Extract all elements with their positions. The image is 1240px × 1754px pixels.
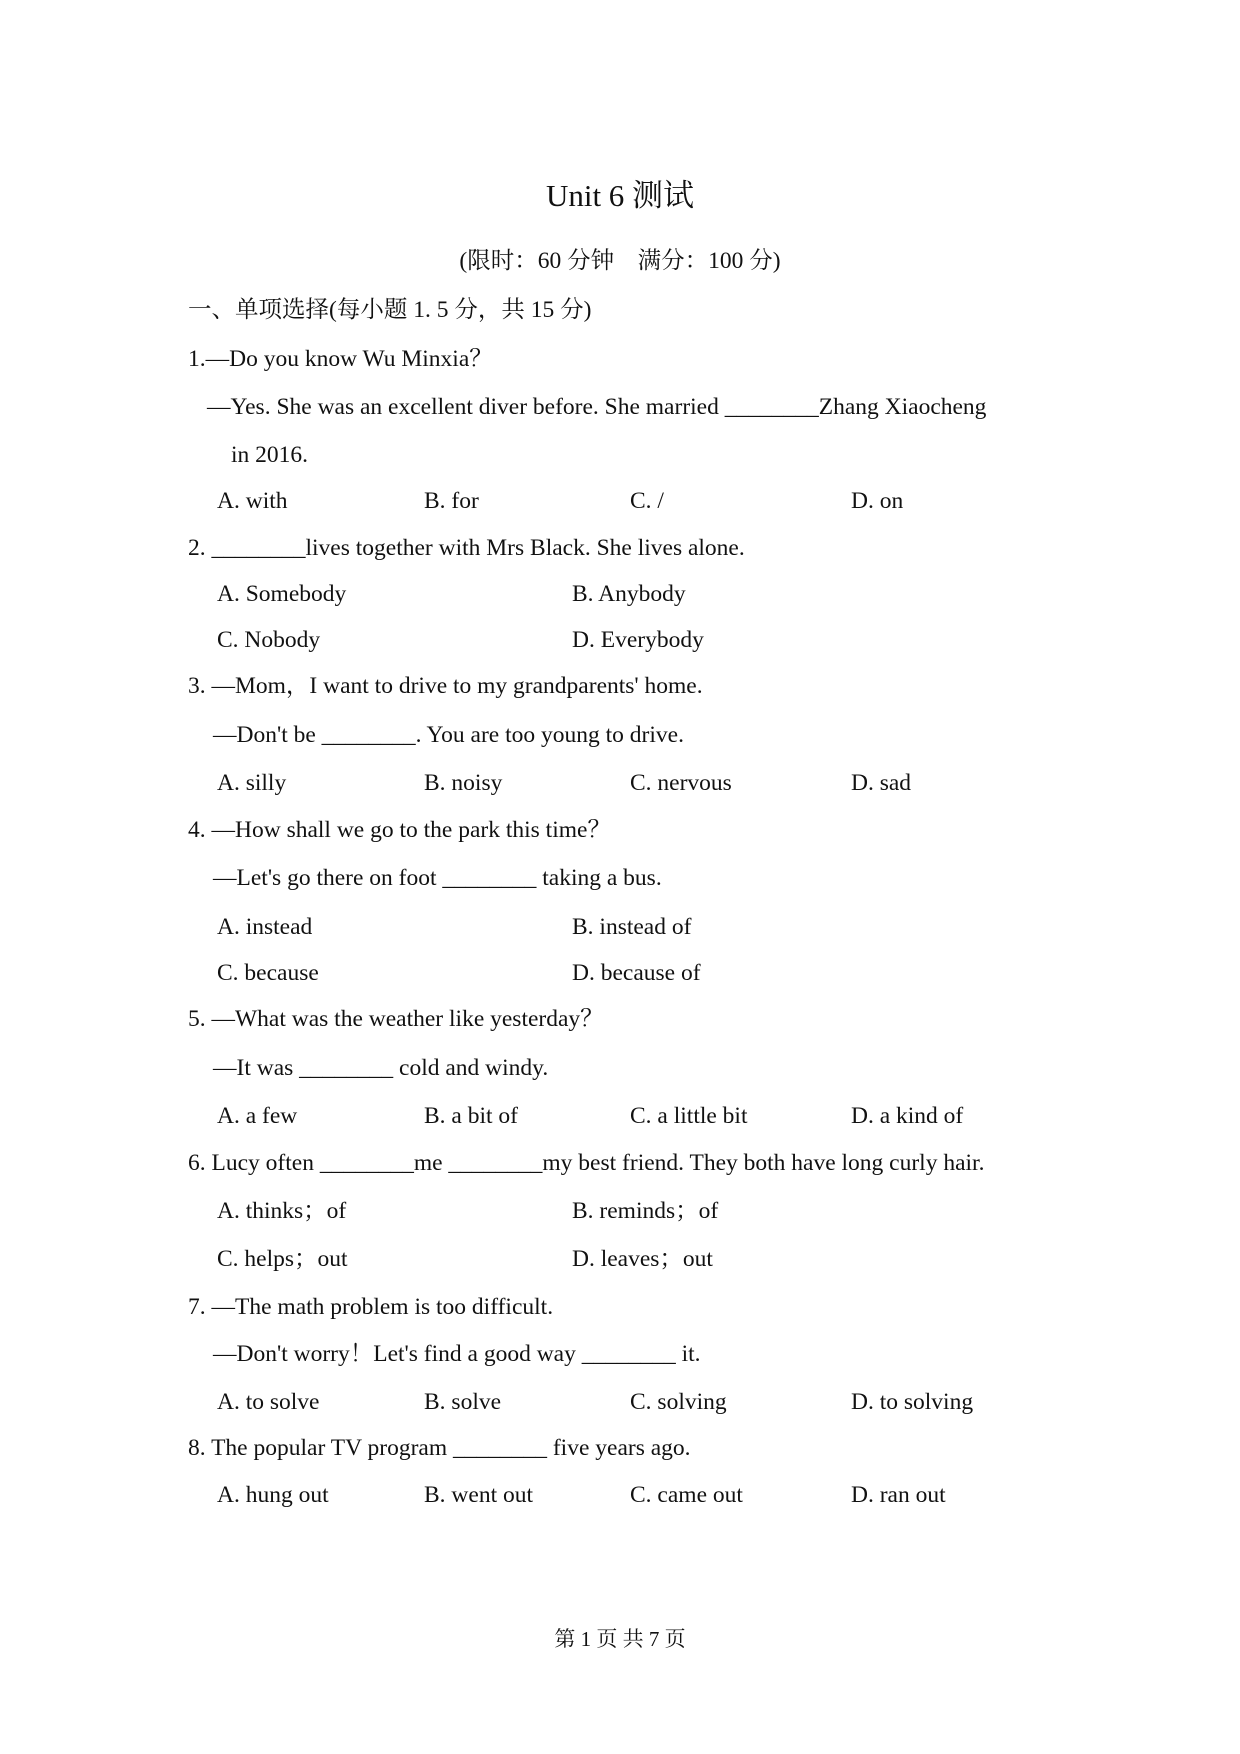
question-3-option-b[interactable]: B. noisy — [424, 770, 503, 796]
question-2-option-c[interactable]: C. Nobody — [217, 627, 321, 653]
question-1-option-d[interactable]: D. on — [851, 488, 904, 514]
question-6-stem: 6. Lucy often ________me ________my best friend. They both have long curly hair. — [188, 1150, 985, 1176]
question-6-option-a[interactable]: A. thinks；of — [217, 1198, 347, 1224]
question-1-option-c[interactable]: C. / — [630, 488, 664, 514]
question-3-option-d[interactable]: D. sad — [851, 770, 912, 796]
page-footer: 第 1 页 共 7 页 — [554, 1627, 686, 1651]
question-4-stem-line2: —Let's go there on foot ________ taking a bus. — [213, 865, 662, 891]
question-8-option-a[interactable]: A. hung out — [217, 1482, 329, 1508]
question-8-option-b[interactable]: B. went out — [424, 1482, 534, 1508]
question-2-option-b[interactable]: B. Anybody — [572, 581, 686, 607]
question-4-option-a[interactable]: A. instead — [217, 914, 313, 940]
question-7-option-d[interactable]: D. to solving — [851, 1389, 974, 1415]
question-4-option-b[interactable]: B. instead of — [572, 914, 692, 940]
question-2-option-a[interactable]: A. Somebody — [217, 581, 347, 607]
question-5-option-a[interactable]: A. a few — [217, 1103, 298, 1129]
question-2-option-d[interactable]: D. Everybody — [572, 627, 704, 653]
question-7-option-c[interactable]: C. solving — [630, 1389, 727, 1415]
question-2-stem: 2. ________lives together with Mrs Black. She lives alone. — [188, 535, 745, 561]
question-3-option-c[interactable]: C. nervous — [630, 770, 732, 796]
question-4-stem: 4. —How shall we go to the park this time？ — [188, 817, 611, 843]
question-7-stem: 7. —The math problem is too difficult. — [188, 1294, 554, 1320]
question-8-stem: 8. The popular TV program ________ five years ago. — [188, 1435, 691, 1461]
question-4-option-d[interactable]: D. because of — [572, 960, 701, 986]
question-1-stem: 1.—Do you know Wu Minxia？ — [188, 346, 493, 372]
time-score-info: (限时：60 分钟 满分：100 分) — [459, 248, 781, 274]
question-6-option-d[interactable]: D. leaves；out — [572, 1246, 713, 1272]
question-5-stem: 5. —What was the weather like yesterday？ — [188, 1006, 604, 1032]
question-1-stem-line3: in 2016. — [231, 442, 309, 468]
question-7-stem-line2: —Don't worry！Let's find a good way ________ it. — [213, 1341, 701, 1367]
question-7-option-a[interactable]: A. to solve — [217, 1389, 320, 1415]
question-3-option-a[interactable]: A. silly — [217, 770, 287, 796]
question-5-stem-line2: —It was ________ cold and windy. — [213, 1055, 549, 1081]
question-8-option-c[interactable]: C. came out — [630, 1482, 743, 1508]
question-8-option-d[interactable]: D. ran out — [851, 1482, 946, 1508]
question-5-option-b[interactable]: B. a bit of — [424, 1103, 518, 1129]
question-3-stem-line2: —Don't be ________. You are too young to drive. — [213, 722, 684, 748]
question-7-option-b[interactable]: B. solve — [424, 1389, 502, 1415]
question-1-option-a[interactable]: A. with — [217, 488, 288, 514]
question-6-option-b[interactable]: B. reminds；of — [572, 1198, 719, 1224]
question-1-stem-line2: —Yes. She was an excellent diver before. She married ________Zhang Xiaocheng — [207, 394, 987, 420]
section-heading: 一、单项选择(每小题 1. 5 分，共 15 分) — [188, 297, 592, 323]
question-1-option-b[interactable]: B. for — [424, 488, 479, 514]
question-5-option-d[interactable]: D. a kind of — [851, 1103, 964, 1129]
question-6-option-c[interactable]: C. helps；out — [217, 1246, 348, 1272]
question-5-option-c[interactable]: C. a little bit — [630, 1103, 748, 1129]
question-3-stem: 3. —Mom，I want to drive to my grandparents' home. — [188, 673, 703, 699]
question-4-option-c[interactable]: C. because — [217, 960, 319, 986]
page-title: Unit 6 测试 — [545, 178, 695, 213]
